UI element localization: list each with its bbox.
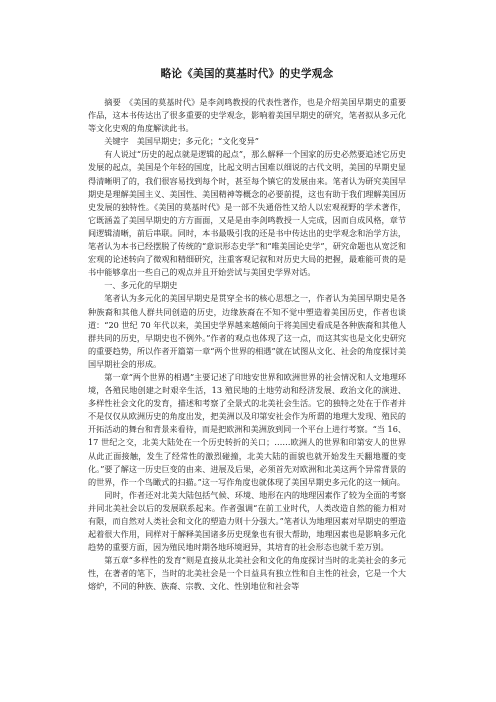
body-paragraph: 有人说过“历史的起点就是逻辑的起点”，那么解释一个国家的历史必然要追述它历史发展的起点，美国是个年轻的国度，比起文明古国难以细说的古代文明，美国的早期史显得清晰明了的，我们很容易找到每个时，甚至每个镇它的发展由来。笔者认为研究美国早期史是理解美国主义、美国性、美国精神等概念的必要前提，这也有助于我们理解美国历史发展的独特性。《美国的莫基时代》是一部不失通俗性又给人以宏观视野的学术著作，它既涵盖了美国早期史的方方面面，又是是由李剑鸣教授一人完成，因而自成风格，章节间逻辑清晰，前后串联。同时，本书最吸引我的还是书中传达出的史学观念和治学方法，笔者认为本书已经摆脱了传统的“意识形态史学”和“唯美国论史学”，研究命题也从宽泛和宏观的论述转向了微观和精细研究，注重客观记叙和对历史大局的把握，最难能可贵的是书中能够拿出一些自己的观点并且开始尝试与美国史学界对话。 xyxy=(88,149,406,278)
document-title: 略论《美国的莫基时代》的史学观念 xyxy=(160,68,334,80)
document-body xyxy=(88,96,406,594)
body-paragraph: 笔者认为多元化的美国早期史是贯穿全书的核心思想之一，作者认为美国早期史是各种族裔和其他人群共同创造的历史，边缘族裔在不知不觉中塑造着美国历史，作者也谈道：“20 世纪 70 年代以来，美国史学界越来越倾向于将美国史看成是各种族裔和其他人群共同的历史，早期史也不例外。”作者的观点也体现了这一点，而这其实也是文化史研究的重要趋势，所以作者开篇第一章“两个世界的相遇”就在试图从文化、社会的角度探讨美国早期社会的形成。 xyxy=(88,293,406,369)
abstract-paragraph: 摘要 《美国的莫基时代》是李剑鸣教授的代表性著作，也是介绍美国早期史的重要作品，这本书传达出了很多重要的史学观念，影响着美国早期史的研究，笔者拟从多元化等文化史观的角度解读此书。 xyxy=(88,97,406,134)
body-paragraph: 第五章“多样性的发育”则是直接从北美社会和文化的角度探讨当时的北美社会的多元性，在著者的笔下，当时的北美社会是一个日益具有独立性和自主性的社会，它是一个大熔炉，不同的种族、族裔、宗教、文化、性别地位和社会等 xyxy=(88,555,406,592)
body-paragraph: 同时，作者还对北美大陆包括气候、环境、地形在内的地理因素作了较为全面的考察并同北美社会以后的发展联系起来。作者强调“在前工业时代，人类改造自然的能力相对有限，而自然对人类社会和文化的塑造力则十分强大。”笔者认为地理因素对早期史的塑造起着很大作用，同样对于解释美国诸多历史现象也有很大帮助，地理因素也是影响多元化趋势的重要方面，因为殖民地时期各地环境迥异，其培育的社会形态也就千差万别。 xyxy=(88,489,406,553)
section-heading: 一、多元化的早期史 xyxy=(104,280,178,291)
body-paragraph: 第一章“两个世界的相遇”主要记述了印地安世界和欧洲世界的社会情况和人文地理环境，各殖民地创建之时艰辛生活，13 殖民地的土地劳动和经济发展、政治文化的演进、多样性社会文化的发育，描述和考察了全景式的北美社会生活。它的独特之处在于作者并不是仅仅从欧洲历史的角度出发，把美洲以及印第安社会作为所谓的地理大发现、殖民的开拓活动的舞台和背景来看待，而是把欧洲和美洲放到同一个平台上进行考察。“当 16、17 世纪之交，北美大陆处在一个历史转折的关口；……欧洲人的世界和印第安人的世界从此正面接触，发生了经常性的激烈碰撞，北美大陆的面貌也就开始发生天翻地覆的变化。”要了解这一历史巨变的由来、进展及后果，必须首先对欧洲和北美这两个异常背景的的世界，作一个鸟瞰式的扫描。”这一写作角度也就体现了美国早期史多元化的这一倾向。 xyxy=(88,371,406,487)
keywords-paragraph: 关键字 美国早期史；多元化；“文化变异” xyxy=(104,136,259,147)
